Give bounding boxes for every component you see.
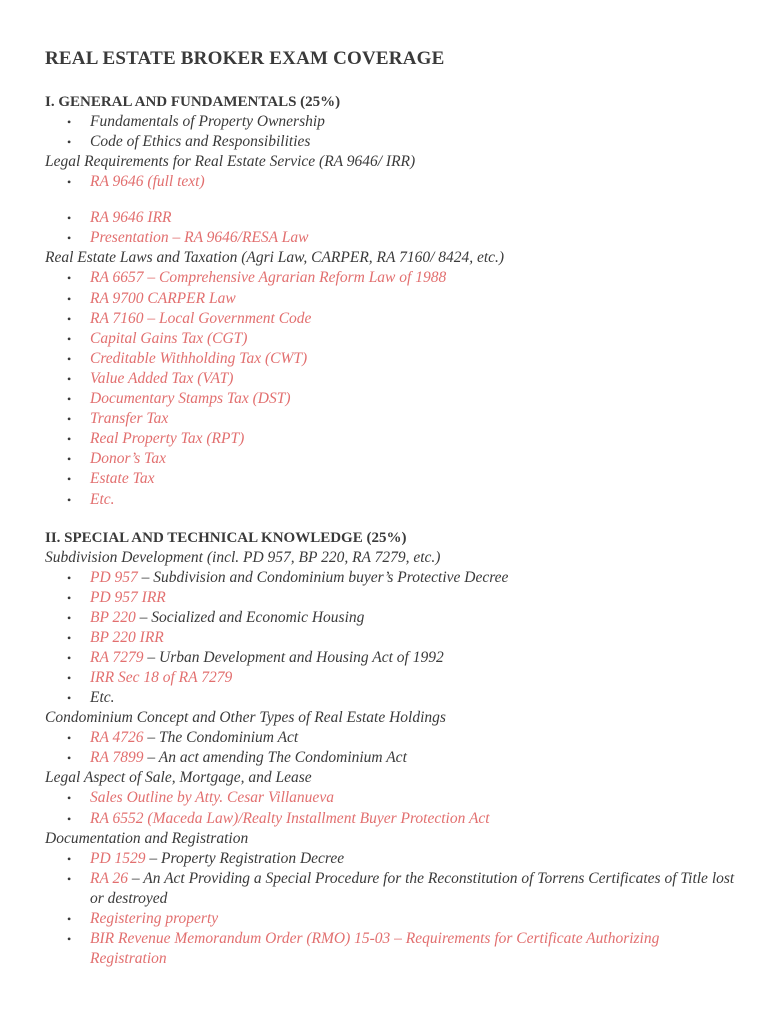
link-item[interactable]: • Creditable Withholding Tax (CWT) <box>45 349 735 369</box>
item-link[interactable]: PD 957 IRR <box>90 588 166 606</box>
subsection-heading: Documentation and Registration <box>45 829 249 847</box>
item-link[interactable]: BIR Revenue Memorandum Order (RMO) 15-03 – Requirements for Certificate Authorizing Registration <box>90 930 660 968</box>
spacer <box>45 192 735 208</box>
link-item[interactable]: • RA 9646 IRR <box>45 208 735 228</box>
list-item <box>45 809 735 829</box>
link-item[interactable]: • Transfer Tax <box>45 409 735 429</box>
list-item <box>45 909 735 929</box>
item-link[interactable]: PD 957 <box>90 568 138 586</box>
bullet-list <box>45 728 735 768</box>
subsection-heading: Legal Requirements for Real Estate Service (RA 9646/ IRR) <box>45 153 416 171</box>
list-item <box>45 668 735 688</box>
item-link[interactable]: RA 26 <box>90 869 129 887</box>
bullet-list <box>45 112 735 152</box>
bullet-list <box>45 788 735 828</box>
list-item <box>45 608 735 628</box>
item-text: – The Condominium Act <box>143 729 299 747</box>
bullet-list <box>45 268 735 509</box>
subsection-heading: Subdivision Development (incl. PD 957, BP 220, RA 7279, etc.) <box>45 548 441 566</box>
list-item: • Code of Ethics and Responsibilities <box>45 132 735 152</box>
list-item <box>45 748 735 768</box>
list-item <box>45 849 735 869</box>
item-link[interactable]: PD 1529 <box>90 849 146 867</box>
bullet-list <box>45 172 735 192</box>
item-link[interactable]: RA 4726 <box>90 729 144 747</box>
link-item[interactable]: • RA 9700 CARPER Law <box>45 289 735 309</box>
bullet-list <box>45 208 735 248</box>
section-heading: I. GENERAL AND FUNDAMENTALS (25%) <box>45 94 341 110</box>
link-item[interactable]: • Value Added Tax (VAT) <box>45 369 735 389</box>
list-item <box>45 929 735 969</box>
item-link[interactable]: BP 220 <box>90 608 136 626</box>
list-item <box>45 688 735 708</box>
list-item <box>45 628 735 648</box>
link-item[interactable]: • RA 6657 – Comprehensive Agrarian Reform Law of 1988 <box>45 268 735 288</box>
link-item[interactable]: • Donor’s Tax <box>45 449 735 469</box>
item-link[interactable]: BP 220 IRR <box>90 628 164 646</box>
bullet-list <box>45 568 735 709</box>
item-link[interactable]: IRR Sec 18 of RA 7279 <box>90 669 233 687</box>
list-item <box>45 728 735 748</box>
link-item[interactable]: • Etc. <box>45 490 735 510</box>
list-item <box>45 869 735 909</box>
item-link[interactable]: RA 7279 <box>90 648 144 666</box>
list-item <box>45 568 735 588</box>
link-item[interactable]: • Documentary Stamps Tax (DST) <box>45 389 735 409</box>
link-item[interactable]: • Estate Tax <box>45 469 735 489</box>
link-item[interactable]: • Capital Gains Tax (CGT) <box>45 329 735 349</box>
item-link[interactable]: Sales Outline by Atty. Cesar Villanueva <box>90 789 334 807</box>
subsection-heading: Condominium Concept and Other Types of Real Estate Holdings <box>45 709 446 727</box>
section-heading: II. SPECIAL AND TECHNICAL KNOWLEDGE (25%) <box>45 529 407 546</box>
list-item <box>45 648 735 668</box>
bullet-list <box>45 849 735 970</box>
link-item[interactable]: • RA 7160 – Local Government Code <box>45 309 735 329</box>
item-text: – An Act Providing a Special Procedure for the Reconstitution of Torrens Certificates of Title lost or destroyed <box>90 869 735 907</box>
link-item[interactable]: • RA 9646 (full text) <box>45 172 735 192</box>
item-link[interactable]: Registering property <box>90 909 219 927</box>
item-text: – Urban Development and Housing Act of 1992 <box>143 648 444 666</box>
list-item: • Fundamentals of Property Ownership <box>45 112 735 132</box>
item-link[interactable]: RA 7899 <box>90 749 144 767</box>
link-item[interactable]: • Real Property Tax (RPT) <box>45 429 735 449</box>
page-title: REAL ESTATE BROKER EXAM COVERAGE <box>45 48 445 69</box>
subsection-heading: Real Estate Laws and Taxation (Agri Law, CARPER, RA 7160/ 8424, etc.) <box>45 249 505 267</box>
link-item[interactable]: • Presentation – RA 9646/RESA Law <box>45 228 735 248</box>
spacer <box>45 510 735 528</box>
item-text: – An act amending The Condominium Act <box>143 749 407 767</box>
item-text: – Socialized and Economic Housing <box>135 608 365 626</box>
item-text: Etc. <box>90 689 115 707</box>
document-content <box>45 92 735 969</box>
item-text: – Property Registration Decree <box>145 849 345 867</box>
item-text: – Subdivision and Condominium buyer’s Protective Decree <box>137 568 509 586</box>
subsection-heading: Legal Aspect of Sale, Mortgage, and Lease <box>45 769 312 787</box>
list-item <box>45 788 735 808</box>
item-link[interactable]: RA 6552 (Maceda Law)/Realty Installment Buyer Protection Act <box>90 809 490 827</box>
list-item <box>45 588 735 608</box>
